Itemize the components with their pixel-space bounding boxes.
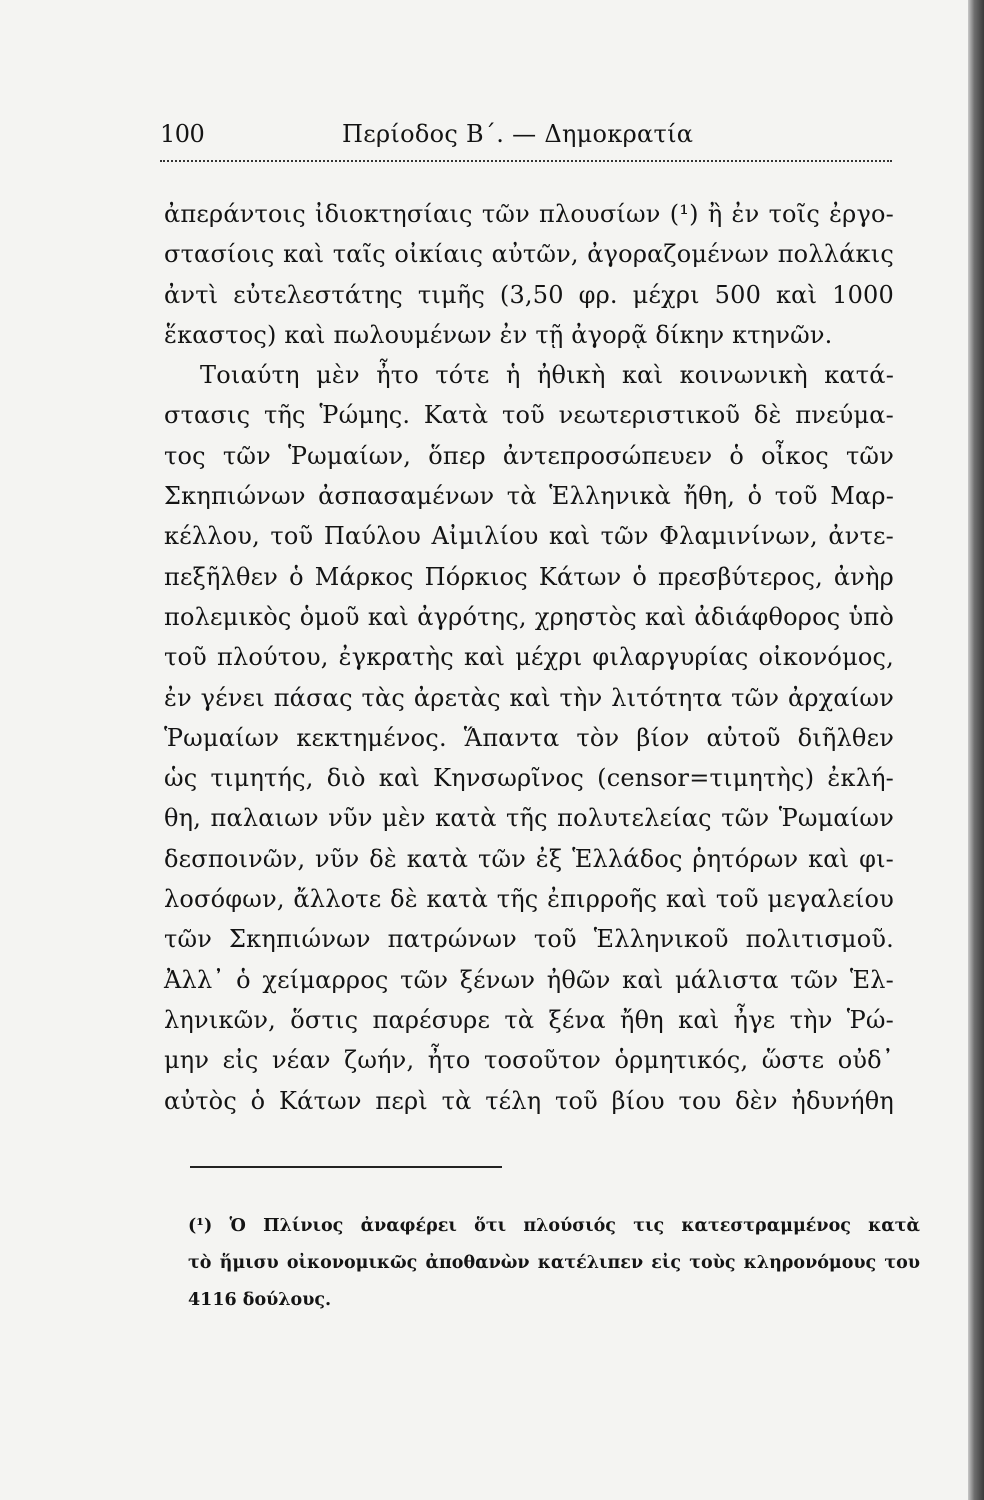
text-line: Σκηπιώνων ἀσπασαμένων τὰ Ἑλληνικὰ ἤθη, ὁ τοῦ Μαρ- <box>164 482 894 511</box>
text-line: λοσόφων, ἄλλοτε δὲ κατὰ τῆς ἐπιρροῆς καὶ τοῦ μεγαλείου <box>164 885 894 914</box>
page-edge-shadow <box>968 0 984 1500</box>
text-line: Τοιαύτη μὲν ἦτο τότε ἡ ἠθικὴ καὶ κοινωνικὴ κατά- <box>200 361 894 390</box>
running-title: Περίοδος Β΄. — Δημοκρατία <box>342 120 694 148</box>
text-line: ἕκαστος) καὶ πωλουμένων ἐν τῇ ἀγορᾷ δίκην κτηνῶν. <box>164 320 833 349</box>
text-line: ἐν γένει πάσας τὰς ἀρετὰς καὶ τὴν λιτότητα τῶν ἀρχαίων <box>164 683 894 712</box>
text-line: ἀντὶ εὐτελεστάτης τιμῆς (3,50 φρ. μέχρι 500 καὶ 1000 <box>164 280 894 309</box>
text-line: Ῥωμαίων κεκτημένος. Ἅπαντα τὸν βίον αὐτοῦ διῆλθεν <box>164 723 894 752</box>
text-line: τος τῶν Ῥωμαίων, ὅπερ ἀντεπροσώπευεν ὁ οἶκος τῶν <box>164 441 894 470</box>
text-line: πεξῆλθεν ὁ Μάρκος Πόρκιος Κάτων ὁ πρεσβύτερος, ἀνὴρ <box>164 562 894 591</box>
text-line: μην εἰς νέαν ζωήν, ἦτο τοσοῦτον ὁρμητικός, ὥστε οὐδ᾽ <box>164 1046 894 1075</box>
page-number: 100 <box>160 120 205 148</box>
footnote-rule <box>190 1166 502 1168</box>
text-line: αὐτὸς ὁ Κάτων περὶ τὰ τέλη τοῦ βίου του δὲν ἠδυνήθη <box>164 1086 894 1115</box>
text-line: κέλλου, τοῦ Παύλου Αἰμιλίου καὶ τῶν Φλαμινίνων, ἀντε- <box>164 522 894 551</box>
text-line: τοῦ πλούτου, ἐγκρατὴς καὶ μέχρι φιλαργυρίας οἰκονόμος, <box>164 643 894 672</box>
footnote-line: τὸ ἥμισυ οἰκονομικῶς ἀποθανὼν κατέλιπεν εἰς τοὺς κληρονόμους του <box>188 1253 920 1273</box>
text-line: ὡς τιμητής, διὸ καὶ Κηνσωρῖνος (censor=τιμητὴς) ἐκλή- <box>164 764 894 793</box>
text-line: ἀπεράντοις ἰδιοκτησίαις τῶν πλουσίων (¹) ἢ ἐν τοῖς ἐργο- <box>164 200 894 228</box>
footnote-line: 4116 δούλους. <box>188 1290 332 1310</box>
footnotes <box>188 1208 920 1319</box>
footnote-line: (¹) Ὁ Πλίνιος ἀναφέρει ὅτι πλούσιός τις κατεστραμμένος κατὰ <box>188 1216 920 1236</box>
page-header <box>160 112 892 152</box>
header-rule <box>160 160 892 162</box>
text-line: τῶν Σκηπιώνων πατρώνων τοῦ Ἑλληνικοῦ πολιτισμοῦ. <box>164 925 894 954</box>
text-line: στασις τῆς Ῥώμης. Κατὰ τοῦ νεωτεριστικοῦ δὲ πνεύμα- <box>164 401 894 430</box>
text-line: ληνικῶν, ὅστις παρέσυρε τὰ ξένα ἤθη καὶ ἦγε τὴν Ῥώ- <box>164 1005 894 1034</box>
text-line: θη, παλαιων νῦν μὲν κατὰ τῆς πολυτελείας τῶν Ῥωμαίων <box>164 804 894 833</box>
text-line: στασίοις καὶ ταῖς οἰκίαις αὐτῶν, ἀγοραζομένων πολλάκις <box>164 240 894 269</box>
text-line: δεσποινῶν, νῦν δὲ κατὰ τῶν ἐξ Ἑλλάδος ῥητόρων καὶ φι- <box>164 844 894 873</box>
text-line: πολεμικὸς ὁμοῦ καὶ ἀγρότης, χρηστὸς καὶ ἀδιάφθορος ὑπὸ <box>164 602 894 631</box>
body-text <box>164 194 894 1121</box>
text-line: Ἀλλ᾽ ὁ χείμαρρος τῶν ξένων ἠθῶν καὶ μάλιστα τῶν Ἑλ- <box>164 965 894 994</box>
